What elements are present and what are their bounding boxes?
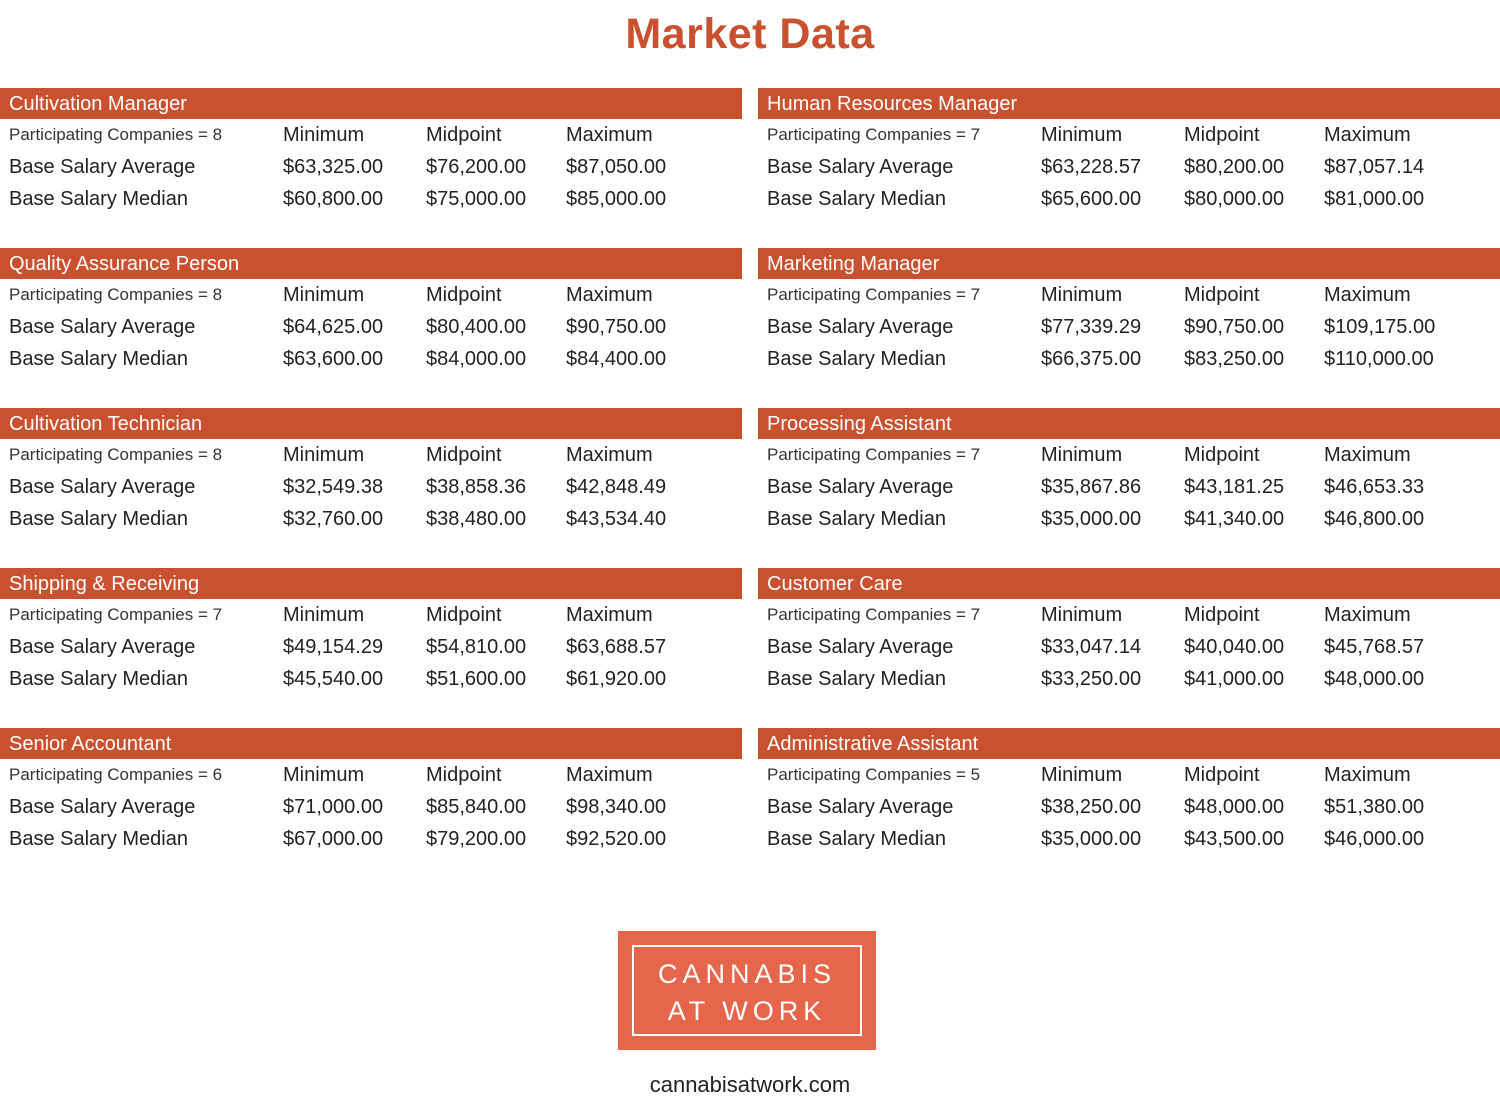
column-header-row-cell: Midpoint — [426, 124, 502, 146]
job-title-bar: Administrative Assistant — [758, 728, 1500, 759]
salary-median-row-cell: $46,000.00 — [1324, 828, 1425, 850]
column-header-row-cell: Midpoint — [1184, 124, 1260, 146]
salary-median-row — [758, 663, 1500, 695]
salary-median-row-label: Base Salary Median — [767, 348, 946, 370]
salary-average-row-cell: $98,340.00 — [566, 796, 667, 818]
salary-median-row-label: Base Salary Median — [767, 188, 946, 210]
column-header-row — [758, 439, 1500, 471]
column-header-row-cell: Midpoint — [1184, 604, 1260, 626]
salary-average-row-label: Base Salary Average — [9, 156, 196, 178]
column-header-row-cell: Maximum — [566, 124, 653, 146]
column-header-row-cell: Minimum — [1041, 604, 1123, 626]
salary-median-row-cell: $43,534.40 — [566, 508, 667, 530]
salary-average-row — [0, 311, 742, 343]
salary-median-row-cell: $84,400.00 — [566, 348, 667, 370]
salary-average-row-cell: $87,057.14 — [1324, 156, 1425, 178]
salary-average-row-label: Base Salary Average — [767, 796, 954, 818]
column-header-row-cell: Midpoint — [426, 444, 502, 466]
salary-average-row-cell: $46,653.33 — [1324, 476, 1425, 498]
column-header-row-cell: Midpoint — [1184, 764, 1260, 786]
column-header-row-cell: Maximum — [1324, 284, 1411, 306]
column-header-row-cell: Minimum — [283, 124, 365, 146]
salary-median-row — [0, 503, 742, 535]
column-header-row — [0, 439, 742, 471]
salary-average-row-cell: $49,154.29 — [283, 636, 384, 658]
salary-average-row-cell: $38,250.00 — [1041, 796, 1142, 818]
salary-average-row-cell: $85,840.00 — [426, 796, 527, 818]
salary-median-row-cell: $65,600.00 — [1041, 188, 1142, 210]
salary-median-row-cell: $75,000.00 — [426, 188, 527, 210]
column-header-row-cell: Minimum — [1041, 284, 1123, 306]
job-card — [758, 728, 1500, 854]
salary-average-row-cell: $90,750.00 — [1184, 316, 1285, 338]
column-header-row-cell: Maximum — [566, 764, 653, 786]
salary-median-row-label: Base Salary Median — [767, 508, 946, 530]
job-title-bar: Customer Care — [758, 568, 1500, 599]
salary-median-row-cell: $67,000.00 — [283, 828, 384, 850]
footer-website: cannabisatwork.com — [649, 1072, 851, 1097]
salary-average-row-label: Base Salary Average — [9, 796, 196, 818]
salary-median-row-cell: $66,375.00 — [1041, 348, 1142, 370]
job-card — [0, 88, 742, 214]
column-header-row-label: Participating Companies = 6 — [9, 765, 223, 784]
salary-average-row — [0, 151, 742, 183]
job-title-bar: Cultivation Manager — [0, 88, 742, 119]
salary-average-row-cell: $64,625.00 — [283, 316, 384, 338]
salary-median-row-cell: $51,600.00 — [426, 668, 527, 690]
column-header-row-cell: Midpoint — [426, 764, 502, 786]
salary-average-row-cell: $76,200.00 — [426, 156, 527, 178]
column-header-row-cell: Midpoint — [1184, 444, 1260, 466]
job-card — [758, 88, 1500, 214]
column-header-row-cell: Maximum — [1324, 124, 1411, 146]
salary-median-row — [0, 183, 742, 215]
column-header-row-cell: Maximum — [566, 444, 653, 466]
column-header-row-label: Participating Companies = 5 — [767, 765, 981, 784]
job-title-bar: Shipping & Receiving — [0, 568, 742, 599]
column-header-row-cell: Midpoint — [1184, 284, 1260, 306]
salary-median-row-cell: $33,250.00 — [1041, 668, 1142, 690]
job-title-bar: Quality Assurance Person — [0, 248, 742, 279]
salary-average-row-cell: $35,867.86 — [1041, 476, 1142, 498]
salary-average-row-cell: $42,848.49 — [566, 476, 667, 498]
salary-average-row-cell: $77,339.29 — [1041, 316, 1142, 338]
column-header-row — [0, 279, 742, 311]
column-header-row-cell: Minimum — [1041, 764, 1123, 786]
column-header-row-cell: Maximum — [566, 284, 653, 306]
salary-median-row-label: Base Salary Median — [9, 828, 188, 850]
job-card — [0, 568, 742, 694]
salary-average-row — [0, 471, 742, 503]
column-header-row-cell: Midpoint — [426, 604, 502, 626]
job-title-bar: Marketing Manager — [758, 248, 1500, 279]
salary-average-row-cell: $80,400.00 — [426, 316, 527, 338]
salary-median-row-label: Base Salary Median — [9, 188, 188, 210]
salary-average-row-label: Base Salary Average — [9, 476, 196, 498]
salary-median-row — [758, 343, 1500, 375]
salary-median-row — [0, 343, 742, 375]
job-card — [758, 568, 1500, 694]
job-title-bar: Human Resources Manager — [758, 88, 1500, 119]
job-card — [758, 248, 1500, 374]
page-title: Market Data — [625, 10, 875, 58]
column-header-row — [0, 599, 742, 631]
salary-average-row — [0, 791, 742, 823]
column-header-row-label: Participating Companies = 8 — [9, 125, 223, 144]
logo-line-2: AT WORK — [667, 996, 827, 1026]
column-header-row-cell: Midpoint — [426, 284, 502, 306]
salary-average-row-cell: $43,181.25 — [1184, 476, 1285, 498]
column-header-row-cell: Minimum — [1041, 124, 1123, 146]
salary-average-row-cell: $109,175.00 — [1324, 316, 1436, 338]
salary-average-row-cell: $48,000.00 — [1184, 796, 1285, 818]
column-header-row-cell: Minimum — [283, 444, 365, 466]
job-title-bar: Cultivation Technician — [0, 408, 742, 439]
salary-average-row-cell: $51,380.00 — [1324, 796, 1425, 818]
salary-median-row-label: Base Salary Median — [767, 828, 946, 850]
salary-average-row-cell: $71,000.00 — [283, 796, 384, 818]
column-header-row-cell: Maximum — [1324, 604, 1411, 626]
salary-average-row-cell: $40,040.00 — [1184, 636, 1285, 658]
column-header-row-label: Participating Companies = 7 — [767, 125, 981, 144]
salary-median-row — [0, 663, 742, 695]
salary-average-row-label: Base Salary Average — [9, 316, 196, 338]
salary-average-row-cell: $54,810.00 — [426, 636, 527, 658]
salary-median-row-cell: $85,000.00 — [566, 188, 667, 210]
logo-line-1: CANNABIS — [657, 959, 837, 989]
salary-median-row-label: Base Salary Median — [9, 348, 188, 370]
salary-average-row-cell: $63,228.57 — [1041, 156, 1142, 178]
salary-median-row-cell: $81,000.00 — [1324, 188, 1425, 210]
job-title-bar: Processing Assistant — [758, 408, 1500, 439]
salary-average-row — [758, 311, 1500, 343]
column-header-row-cell: Maximum — [1324, 444, 1411, 466]
salary-average-row-cell: $45,768.57 — [1324, 636, 1425, 658]
salary-median-row-cell: $61,920.00 — [566, 668, 667, 690]
salary-median-row — [758, 183, 1500, 215]
salary-median-row-cell: $35,000.00 — [1041, 828, 1142, 850]
salary-average-row — [758, 631, 1500, 663]
column-header-row-label: Participating Companies = 7 — [767, 285, 981, 304]
column-header-row — [758, 279, 1500, 311]
salary-median-row-cell: $46,800.00 — [1324, 508, 1425, 530]
salary-median-row-cell: $83,250.00 — [1184, 348, 1285, 370]
column-header-row — [758, 759, 1500, 791]
job-title-bar: Senior Accountant — [0, 728, 742, 759]
column-header-row — [0, 759, 742, 791]
salary-median-row-cell: $45,540.00 — [283, 668, 384, 690]
salary-average-row-cell: $87,050.00 — [566, 156, 667, 178]
job-card — [0, 408, 742, 534]
salary-median-row-cell: $43,500.00 — [1184, 828, 1285, 850]
column-header-row-cell: Maximum — [566, 604, 653, 626]
column-header-row-label: Participating Companies = 7 — [767, 605, 981, 624]
column-header-row — [0, 119, 742, 151]
salary-average-row — [758, 151, 1500, 183]
salary-median-row-cell: $60,800.00 — [283, 188, 384, 210]
salary-median-row-cell: $35,000.00 — [1041, 508, 1142, 530]
salary-average-row-cell: $80,200.00 — [1184, 156, 1285, 178]
salary-median-row-cell: $41,340.00 — [1184, 508, 1285, 530]
column-header-row-label: Participating Companies = 7 — [767, 445, 981, 464]
column-header-row-label: Participating Companies = 7 — [9, 605, 223, 624]
job-card — [758, 408, 1500, 534]
salary-median-row-cell: $48,000.00 — [1324, 668, 1425, 690]
salary-median-row-label: Base Salary Median — [9, 668, 188, 690]
salary-average-row-label: Base Salary Average — [9, 636, 196, 658]
job-card — [0, 248, 742, 374]
salary-median-row-cell: $32,760.00 — [283, 508, 384, 530]
column-header-row-cell: Minimum — [283, 764, 365, 786]
salary-average-row-label: Base Salary Average — [767, 156, 954, 178]
salary-median-row-cell: $84,000.00 — [426, 348, 527, 370]
salary-median-row-cell: $41,000.00 — [1184, 668, 1285, 690]
salary-average-row-label: Base Salary Average — [767, 476, 954, 498]
column-header-row-label: Participating Companies = 8 — [9, 285, 223, 304]
salary-median-row-cell: $92,520.00 — [566, 828, 667, 850]
salary-average-row — [758, 471, 1500, 503]
column-header-row-cell: Minimum — [1041, 444, 1123, 466]
column-header-row-cell: Maximum — [1324, 764, 1411, 786]
salary-average-row-cell: $90,750.00 — [566, 316, 667, 338]
job-card — [0, 728, 742, 854]
salary-average-row — [0, 631, 742, 663]
salary-median-row-cell: $110,000.00 — [1324, 348, 1434, 370]
salary-median-row-cell: $79,200.00 — [426, 828, 527, 850]
salary-median-row — [0, 823, 742, 855]
column-header-row — [758, 599, 1500, 631]
salary-average-row-label: Base Salary Average — [767, 636, 954, 658]
salary-median-row-cell: $38,480.00 — [426, 508, 527, 530]
salary-average-row-cell: $63,688.57 — [566, 636, 667, 658]
salary-average-row-label: Base Salary Average — [767, 316, 954, 338]
cannabis-at-work-logo — [618, 931, 876, 1050]
salary-median-row-label: Base Salary Median — [767, 668, 946, 690]
column-header-row-cell: Minimum — [283, 284, 365, 306]
salary-average-row-cell: $38,858.36 — [426, 476, 527, 498]
salary-median-row — [758, 503, 1500, 535]
salary-average-row — [758, 791, 1500, 823]
salary-median-row-cell: $80,000.00 — [1184, 188, 1285, 210]
salary-median-row-label: Base Salary Median — [9, 508, 188, 530]
salary-average-row-cell: $33,047.14 — [1041, 636, 1142, 658]
column-header-row — [758, 119, 1500, 151]
salary-average-row-cell: $32,549.38 — [283, 476, 384, 498]
column-header-row-label: Participating Companies = 8 — [9, 445, 223, 464]
salary-median-row — [758, 823, 1500, 855]
salary-median-row-cell: $63,600.00 — [283, 348, 384, 370]
logo-frame — [632, 945, 862, 1036]
salary-average-row-cell: $63,325.00 — [283, 156, 384, 178]
column-header-row-cell: Minimum — [283, 604, 365, 626]
